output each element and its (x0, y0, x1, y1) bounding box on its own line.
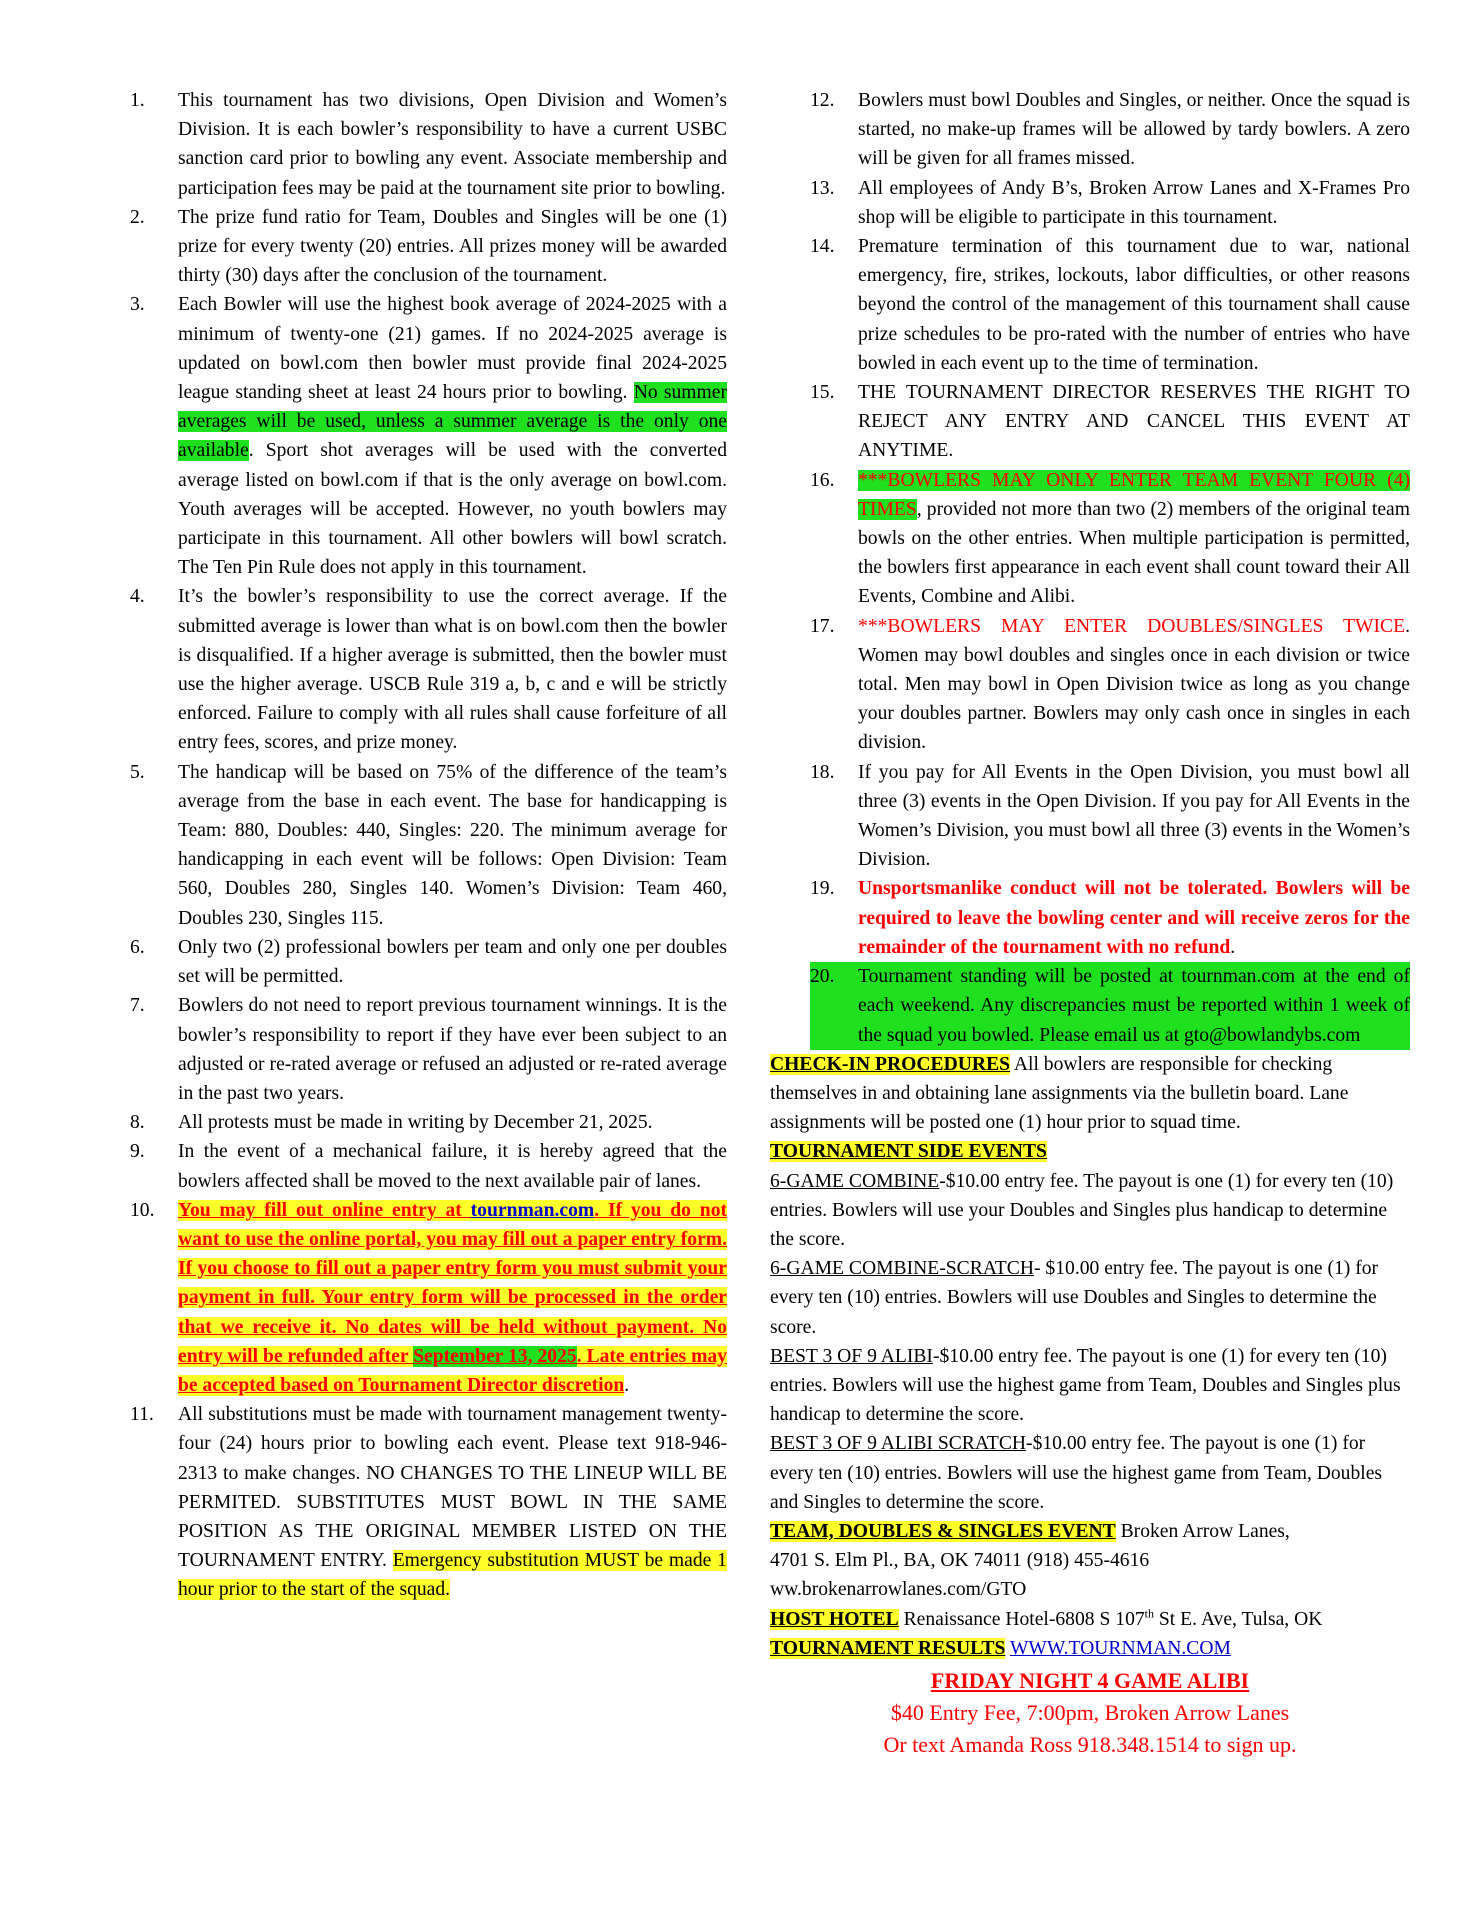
rule-1: 1. This tournament has two divisions, Open Division and Women’s Division. It is each bowler’s responsibility to have a current USBC sanction card prior to bowling any event. Associate membership and participation fees may be paid at the tournament site prior to bowling. (130, 90, 727, 199)
rule-2: 2. The prize fund ratio for Team, Doubles and Singles will be one (1) prize for every twenty (20) entries. All prizes money will be awarded thirty (30) days after the conclusion of the tournament. (130, 206, 727, 287)
side-event-3: BEST 3 OF 9 ALIBI-$10.00 entry fee. The payout is one (1) for every ten (10) entries. Bowlers will use the highest game from Team, Doubles and Singles plus handicap to determine the score. (770, 1345, 1401, 1426)
right-column (770, 86, 1410, 1761)
rule-17: 17. ***BOWLERS MAY ENTER DOUBLES/SINGLES TWICE. Women may bowl doubles and singles once in each division or twice total. Men may bowl in Open Division twice as long as you change your doubles partner. Bowlers may only cash once in singles in each division. (810, 615, 1410, 754)
results-section (770, 1634, 1410, 1663)
results-link[interactable]: WWW.TOURNMAN.COM (1009, 1637, 1231, 1659)
host-hotel-section: HOST HOTEL Renaissance Hotel-6808 S 107th St E. Ave, Tulsa, OK (770, 1606, 1323, 1630)
summer-average-highlight: No summer averages will be used, unless a summer average is the only one available (178, 382, 727, 462)
rules-list-left (130, 86, 727, 1605)
rule-14: 14. Premature termination of this tournament due to war, national emergency, fire, strikes, lockouts, labor difficulties, or other reasons beyond the control of the management of this tournament shall cause prize schedules to be pro-rated with the number of entries who have bowled in each event up to the time of termination. (810, 236, 1410, 374)
friday-title: FRIDAY NIGHT 4 GAME ALIBI (930, 1667, 1250, 1693)
rule-6: 6. Only two (2) professional bowlers per team and only one per doubles set will be permitted. (130, 936, 727, 988)
refund-date-highlight: September 13, 2025 (413, 1345, 577, 1367)
left-column (130, 86, 727, 1605)
team-event-section: TEAM, DOUBLES & SINGLES EVENT Broken Arrow Lanes, 4701 S. Elm Pl., BA, OK 74011 (918) 455-4616 ww.brokenarrowlanes.com/GTO (770, 1520, 1290, 1601)
friday-alibi-section: FRIDAY NIGHT 4 GAME ALIBI $40 Entry Fee, 7:00pm, Broken Arrow Lanes Or text Amanda Ross 918.348.1514 to sign up. (770, 1665, 1410, 1761)
rule-4: 4. It’s the bowler’s responsibility to use the correct average. If the submitted average is lower than what is on bowl.com then the bowler is disqualified. If a higher average is submitted, then the bowler must use the higher average. USCB Rule 319 a, b, c and e will be strictly enforced. Failure to comply with all rules shall cause forfeiture of all entry fees, scores, and prize money. (130, 586, 727, 754)
side-events-header: TOURNAMENT SIDE EVENTS (770, 1141, 1047, 1163)
team-event-header: TEAM, DOUBLES & SINGLES EVENT (770, 1520, 1116, 1542)
results-header: TOURNAMENT RESULTS (770, 1637, 1006, 1659)
rule-13: 13. All employees of Andy B’s, Broken Arrow Lanes and X-Frames Pro shop will be eligible to participate in this tournament. (810, 177, 1410, 228)
rule-3: 3. Each Bowler will use the highest book average of 2024-2025 with a minimum of twenty-one (21) games. If no 2024-2025 average is updated on bowl.com then bowler must provide final 2024-2025 league standing sheet at least 24 hours prior to bowling. No summer averages will be used, unless a summer average is the only one available. Sport shot averages will be used with the converted average listed on bowl.com if that is the only average on bowl.com. Youth averages will be accepted. However, no youth bowlers may participate in this tournament. All other bowlers will bowl scratch. The Ten Pin Rule does not apply in this tournament. (130, 294, 727, 579)
rules-list-right (770, 86, 1410, 1050)
side-events-section (770, 1137, 1410, 1166)
host-hotel-header: HOST HOTEL (770, 1608, 899, 1630)
checkin-header: CHECK-IN PROCEDURES (770, 1053, 1011, 1075)
rule-15: 15. THE TOURNAMENT DIRECTOR RESERVES THE RIGHT TO REJECT ANY ENTRY AND CANCEL THIS EVENT AT ANYTIME. (810, 382, 1410, 462)
rule-11: 11. All substitutions must be made with tournament management twenty-four (24) hours prior to bowling each event. Please text 918-946-2313 to make changes. NO CHANGES TO THE LINEUP WILL BE PERMITED. SUBSTITUTES MUST BOWL IN THE SAME POSITION AS THE ORIGINAL MEMBER LISTED ON THE TOURNAMENT ENTRY. Emergency substitution MUST be made 1 hour prior to the start of the squad. (130, 1404, 727, 1601)
emergency-substitution-highlight: Emergency substitution MUST be made 1 hour prior to the start of the squad. (178, 1550, 727, 1601)
side-event-1: 6-GAME COMBINE-$10.00 entry fee. The payout is one (1) for every ten (10) entries. Bowlers will use your Doubles and Singles plus handicap to determine the score. (770, 1170, 1394, 1250)
rule-10: 10. You may fill out online entry at tournman.com. If you do not want to use the online portal, you may fill out a paper entry form. If you choose to fill out a paper entry form you must submit your payment in full. Your entry form will be processed in the order that we receive it. No dates will be held without payment. No entry will be refunded after September 13, 2025. Late entries may be accepted based on Tournament Director discretion. (130, 1199, 728, 1396)
side-event-2: 6-GAME COMBINE-SCRATCH- $10.00 entry fee. The payout is one (1) for every ten (10) entries. Bowlers will use Doubles and Singles to determine the score. (770, 1258, 1379, 1338)
rule-18: 18. If you pay for All Events in the Open Division, you must bowl all three (3) events in the Open Division. If you pay for All Events in the Women’s Division, you must bowl all three (3) events in the Women’s Division. (810, 761, 1410, 871)
rule-16: 16. ***BOWLERS MAY ONLY ENTER TEAM EVENT FOUR (4) TIMES, provided not more than two (2) members of the original team bowls on the other entries. When multiple participation is permitted, the bowlers first appearance in each event shall count toward their All Events, Combine and Alibi. (810, 469, 1410, 608)
rule-19: 19. Unsportsmanlike conduct will not be tolerated. Bowlers will be required to leave the bowling center and will receive zeros for the remainder of the tournament with no refund. (810, 878, 1410, 958)
side-event-4: BEST 3 OF 9 ALIBI SCRATCH-$10.00 entry fee. The payout is one (1) for every ten (10) entries. Bowlers will use the highest game from Team, Doubles and Singles to determine the score. (770, 1433, 1383, 1513)
rule-20: 20. Tournament standing will be posted at tournman.com at the end of each weekend. Any discrepancies must be reported within 1 week of the squad you bowled. Please email us at gto@bowlandybs.com (810, 962, 1410, 1050)
rule-9: 9. In the event of a mechanical failure, it is hereby agreed that the bowlers affected shall be moved to the next available pair of lanes. (130, 1141, 727, 1192)
rule-8: 8. All protests must be made in writing by December 21, 2025. (130, 1112, 653, 1134)
tournman-link[interactable]: tournman.com (470, 1199, 595, 1221)
checkin-section: CHECK-IN PROCEDURES All bowlers are responsible for checking themselves in and obtaining lane assignments via the bulletin board. Lane assignments will be posted one (1) hour prior to squad time. (770, 1053, 1349, 1134)
rule-5: 5. The handicap will be based on 75% of the difference of the team’s average from the base in each event. The base for handicapping is Team: 880, Doubles: 440, Singles: 220. The minimum average for handicapping in each event will be follows: Open Division: Team 560, Doubles 280, Singles 140. Women’s Division: Team 460, Doubles 230, Singles 115. (130, 761, 727, 929)
rule-12: 12. Bowlers must bowl Doubles and Singles, or neither. Once the squad is started, no make-up frames will be allowed by tardy bowlers. A zero will be given for all frames missed. (810, 90, 1410, 170)
rule-7: 7. Bowlers do not need to report previous tournament winnings. It is the bowler’s responsibility to report if they have ever been subject to an adjusted or re-rated average or refused an adjusted or re-rated average in the past two years. (130, 995, 727, 1104)
